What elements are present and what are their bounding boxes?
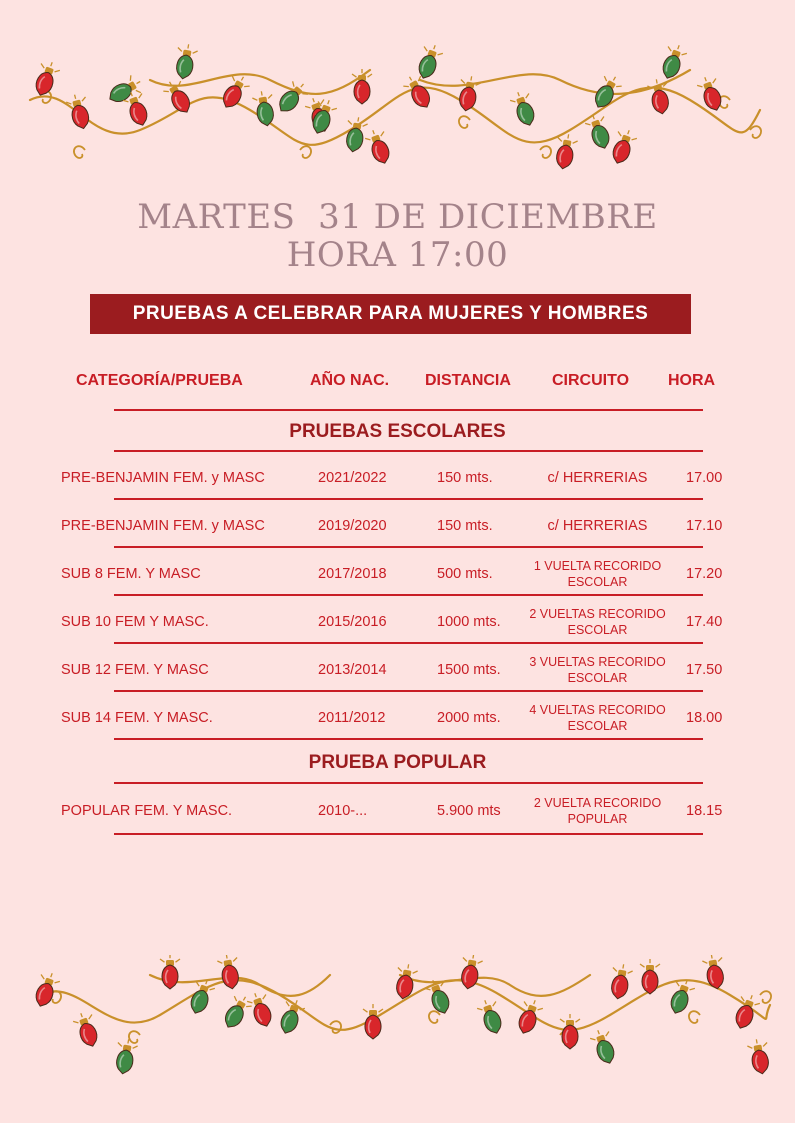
event-date: MARTES 31 DE DICIEMBRE [137,197,658,237]
vine-line [420,70,690,94]
row-distance: 5.900 mts [437,803,501,819]
row-category: POPULAR FEM. Y MASC. [61,803,233,819]
row-hour: 17.00 [686,470,723,486]
row-category: SUB 10 FEM Y MASC. [61,614,209,630]
light-bulb-icon [173,43,199,81]
column-header-category: CATEGORÍA/PRUEBA [76,372,243,389]
light-bulb-icon [647,78,673,116]
column-header-distance: DISTANCIA [425,372,511,389]
vine-curl [760,991,771,1003]
light-bulb-icon [31,59,62,99]
divider-line [114,690,703,692]
events-banner: PRUEBAS A CELEBRAR PARA MUJERES Y HOMBRES [90,294,691,334]
light-bulb-icon [608,963,634,1001]
light-bulb-icon [608,127,639,167]
row-category: PRE-BENJAMIN FEM. y MASC [61,470,265,486]
row-year: 2011/2012 [318,710,386,726]
row-year: 2019/2020 [318,518,387,534]
row-hour: 17.20 [686,566,723,582]
row-year: 2010-... [318,803,368,819]
light-bulb-icon [160,955,180,989]
light-bulb-icon [747,1038,773,1075]
event-date-heading [0,198,795,274]
divider-line [114,409,703,411]
divider-line [114,546,703,548]
row-hour: 18.15 [686,803,723,819]
light-bulb-icon [560,1014,580,1049]
light-bulb-icon [245,990,276,1030]
light-bulb-icon [217,955,243,991]
section-title-school: PRUEBAS ESCOLARES [289,421,506,442]
light-bulb-icon [71,1010,102,1050]
light-bulb-icon [219,992,254,1032]
row-circuit: 1 VUELTA RECORIDO ESCOLAR [533,559,662,589]
vine-curl [459,116,470,128]
table-row [0,698,795,738]
vine-curl [129,1031,140,1043]
light-bulb-icon [640,959,660,994]
light-bulb-icon [588,1027,619,1067]
row-distance: 150 mts. [437,470,493,486]
light-bulb-icon [514,997,545,1037]
light-bulb-icon [508,89,539,129]
row-hour: 17.50 [686,662,723,678]
row-circuit: 2 VUELTAS RECORIDO ESCOLAR [529,607,666,637]
light-bulb-icon [352,69,372,104]
divider-line [114,498,703,500]
vine-curl [429,1011,440,1023]
table-row [0,791,795,831]
light-bulb-icon [475,997,506,1037]
christmas-lights-garland-top [0,40,795,180]
light-bulb-icon [363,127,394,167]
row-year: 2013/2014 [318,662,387,678]
row-distance: 1500 mts. [437,662,501,678]
table-column-headers [0,372,795,392]
light-bulb-icon [702,955,728,991]
row-distance: 1000 mts. [437,614,501,630]
event-time: HORA 17:00 [286,235,509,275]
row-category: SUB 8 FEM. Y MASC [61,566,201,582]
row-circuit: c/ HERRERIAS [547,470,648,486]
table-row [0,554,795,594]
row-circuit: 2 VUELTA RECORIDO POPULAR [533,796,662,826]
row-distance: 500 mts. [437,566,493,582]
row-category: SUB 12 FEM. Y MASC [61,662,209,678]
row-circuit: 4 VUELTAS RECORIDO ESCOLAR [529,703,666,733]
vine-curl [540,146,551,158]
row-circuit: c/ HERRERIAS [547,518,648,534]
light-bulb-icon [658,42,689,82]
light-bulb-icon [456,75,482,113]
divider-line [114,642,703,644]
row-circuit: 3 VUELTAS RECORIDO ESCOLAR [529,655,666,685]
light-bulb-icon [252,90,278,128]
column-header-hour: HORA [668,372,716,389]
row-hour: 18.00 [686,710,723,726]
light-bulb-icon [65,92,93,131]
vine-curl [74,146,85,158]
divider-line [114,594,703,596]
row-year: 2015/2016 [318,614,387,630]
table-row [0,458,795,498]
row-distance: 2000 mts. [437,710,501,726]
divider-line [114,450,703,452]
row-category: SUB 14 FEM. Y MASC. [61,710,213,726]
row-year: 2021/2022 [318,470,387,486]
table-row [0,602,795,642]
row-year: 2017/2018 [318,566,387,582]
row-distance: 150 mts. [437,518,493,534]
row-category: PRE-BENJAMIN FEM. y MASC [61,518,265,534]
divider-line [114,833,703,835]
divider-line [114,738,703,740]
divider-line [114,782,703,784]
light-bulb-icon [105,73,145,108]
row-hour: 17.10 [686,518,723,534]
row-hour: 17.40 [686,614,723,630]
vine-curl [300,146,311,158]
table-row [0,650,795,690]
table-row [0,506,795,546]
christmas-lights-garland-bottom [0,955,795,1075]
column-header-circuit: CIRCUITO [552,372,630,389]
section-title-popular: PRUEBA POPULAR [308,752,487,773]
column-header-year: AÑO NAC. [310,372,390,389]
vine-curl [689,1011,700,1023]
light-bulb-icon [553,133,579,171]
vine-curl [750,126,761,138]
light-bulb-icon [414,42,445,82]
light-bulb-icon [363,1004,383,1039]
